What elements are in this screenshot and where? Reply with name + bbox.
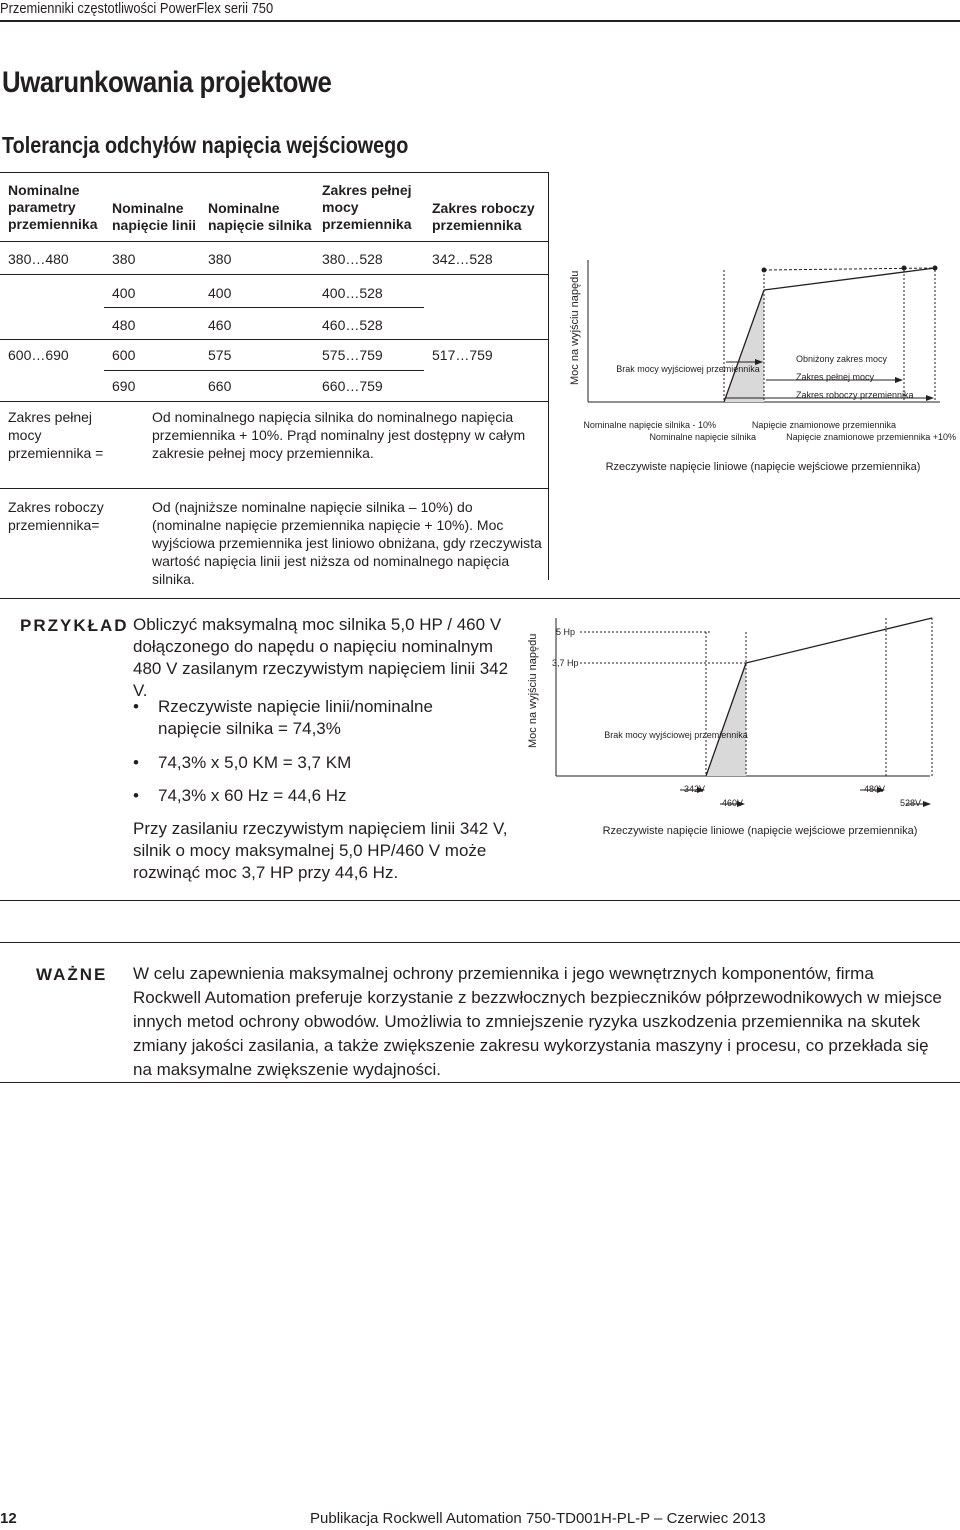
important-bottom-rule [0,1082,960,1083]
example-intro: Obliczyć maksymalną moc silnika 5,0 HP / 460 V dołączonego do napędu o napięciu nominalnym 480 V zasilanym rzeczywistym napięciem linii 342 V. [133,615,509,700]
table-cell: 575…759 [322,347,383,363]
bullet-icon: • [133,753,139,772]
example-bullet: 74,3% x 5,0 KM = 3,7 KM [158,753,352,772]
table-header-rule [0,241,548,242]
note-rule [0,488,548,489]
table-cell: 380…480 [8,251,69,267]
hp5-label: 5 Hp [556,627,576,637]
table-cell: 460 [208,317,232,333]
table-cell: 400…528 [322,285,383,301]
note-label: Zakres pełnej mocy przemiennika = [8,409,104,461]
table-cell: 480 [112,317,136,333]
marker-dot [762,268,767,273]
section-rule [0,598,960,599]
table-right-rule [548,172,549,580]
bullet-icon: • [133,697,139,716]
no-power-label: Brak mocy wyjściowej przemiennika [616,364,760,374]
important-text: W celu zapewnienia maksymalnej ochrony przemiennika i jego wewnętrznych komponentów, firma Rockwell Automation preferuje korzystanie z bezzwłocznych bezpieczników półprzewodnikowych w miejsce innych metod ochrony obwodów. Umożliwia to zmniejszenie ryzyka uszkodzenia przemiennika na skutek zmiany jakości zasilania, a także zwiększenie zakresu wykorzystania maszyny i procesu, co przekłada się na maksymalne zwiększenie wydajności. [133,964,942,1079]
table-bottom-rule [0,401,548,402]
table-header-cell: Nominalne parametry przemiennika [8,182,98,232]
table-cell: 380 [208,251,232,267]
power-curve [764,268,935,290]
marker-dot [902,266,907,271]
table-cell: 660…759 [322,378,383,394]
table-row-rule [0,339,548,340]
table-header-cell: Nominalne napięcie linii [112,200,197,233]
marker-dot [933,266,938,271]
tick-label: 480V [864,784,886,794]
x-axis-label: Rzeczywiste napięcie liniowe (napięcie wejściowe przemiennika) [605,461,921,473]
table-row-rule [0,274,548,275]
table-header-cell: Zakres roboczy przemiennika [432,200,535,233]
page-title: Uwarunkowania projektowe [2,66,332,99]
tick-label: 460V [722,798,744,808]
range-reduced-label: Obniżony zakres mocy [796,354,888,364]
note-text: Od nominalnego napięcia silnika do nominalnego napięcia przemiennika + 10%. Prąd nominalny jest dostępny w całym zakresie pełnej mocy przemiennika. [152,409,526,461]
table-cell: 380…528 [322,251,383,267]
note-text: Od (najniższe nominalne napięcie silnika – 10%) do (nominalne napięcie przemiennika napięcie + 10%). Moc wyjściowa przemiennika jest liniowo obniżana, gdy rzeczywista wartość napięcia linii jest niższa od nominalnego napięcia silnika. [152,499,542,587]
important-top-rule [0,942,960,943]
table-header-cell: Zakres pełnej mocy przemiennika [322,182,412,232]
example-conclusion: Przy zasilaniu rzeczywistym napięciem linii 342 V, silnik o mocy maksymalnej 5,0 HP/460 V może rozwinąć moc 3,7 HP przy 44,6 Hz. [133,819,508,882]
example-bullet: 74,3% x 60 Hz = 44,6 Hz [158,786,347,805]
x-axis-label: Rzeczywiste napięcie liniowe (napięcie wejściowe przemiennika) [602,825,918,837]
tick-label: Napięcie znamionowe przemiennika +10% [786,432,956,442]
header-rule [0,20,960,22]
example-bullet: Rzeczywiste napięcie linii/nominalne napięcie silnika = 74,3% [158,697,433,738]
example-diagram [520,608,940,848]
tick-label: Nominalne napięcie silnika - 10% [583,420,716,430]
table-cell: 342…528 [432,251,493,267]
table-cell: 517…759 [432,347,493,363]
table-cell: 575 [208,347,232,363]
hp37-label: 3,7 Hp [552,658,579,668]
table-cell: 380 [112,251,136,267]
tick-label: Nominalne napięcie silnika [649,432,756,442]
tick-label: 528V [900,798,922,808]
range-full-label: Zakres pełnej mocy [796,372,875,382]
table-cell: 460…528 [322,317,383,333]
range-operating-label: Zakres roboczy przemiennika [796,390,914,400]
table-cell: 660 [208,378,232,394]
table-cell: 600…690 [8,347,69,363]
table-cell: 690 [112,378,136,394]
table-cell: 400 [112,285,136,301]
y-axis-label: Moc na wyjściu napędu [569,270,581,385]
top-range-line [764,268,935,270]
table-row-rule [104,370,424,371]
running-header: Przemienniki częstotliwości PowerFlex serii 750 [0,0,274,17]
tick-label: 342V [684,784,706,794]
table-cell: 600 [112,347,136,363]
bullet-icon: • [133,786,139,805]
no-power-label: Brak mocy wyjściowej przemiennika [604,730,748,740]
table-header-cell: Nominalne napięcie silnika [208,200,312,233]
section-rule [0,900,960,901]
table-top-rule [0,172,548,173]
power-curve [746,618,932,663]
table-cell: 400 [208,285,232,301]
section-title: Tolerancja odchyłów napięcia wejściowego [2,132,409,158]
important-label: WAŻNE [36,965,108,984]
y-axis-label: Moc na wyjściu napędu [527,633,539,748]
tolerance-diagram [560,250,960,490]
table-row-rule [104,307,424,308]
page-number: 12 [0,1510,17,1527]
publication-info: Publikacja Rockwell Automation 750-TD001H-PL-P – Czerwiec 2013 [310,1510,766,1527]
example-label: PRZYKŁAD [20,616,129,635]
tick-label: Napięcie znamionowe przemiennika [751,420,896,430]
note-label: Zakres roboczy przemiennika= [8,499,104,533]
